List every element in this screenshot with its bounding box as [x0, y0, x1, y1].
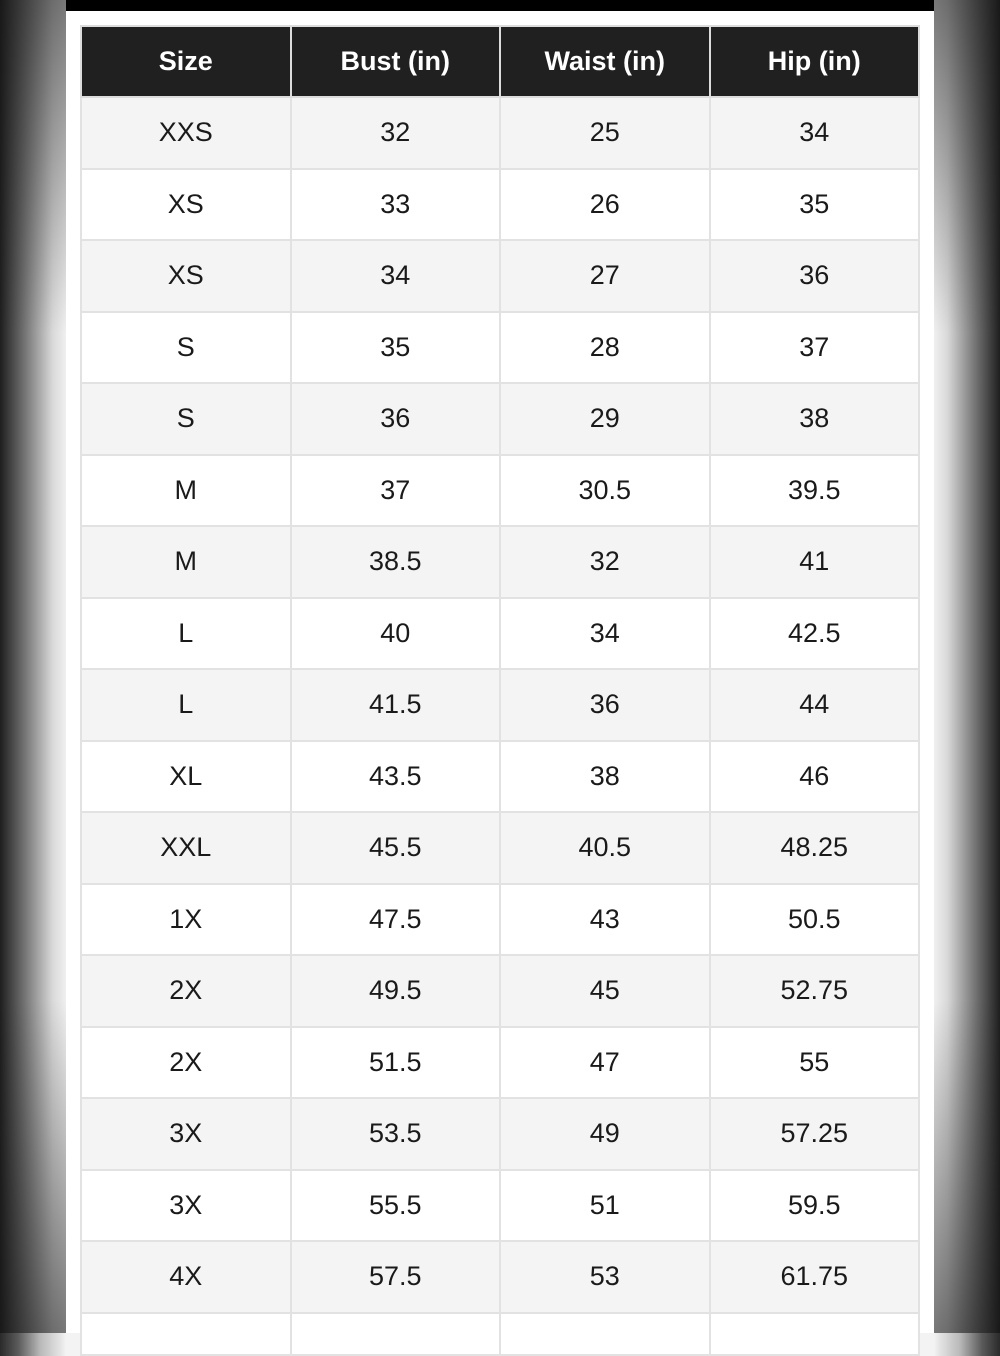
cell-bust: 40: [291, 598, 501, 670]
table-row: [81, 669, 919, 741]
cell-bust: 38.5: [291, 526, 501, 598]
table-row: [81, 955, 919, 1027]
cell-size: L: [81, 598, 291, 670]
cell-bust: 41.5: [291, 669, 501, 741]
header-size: Size: [81, 26, 291, 97]
cell-waist: 28: [500, 312, 710, 384]
cell-bust: 43.5: [291, 741, 501, 813]
cell-waist: 47: [500, 1027, 710, 1099]
cell-waist: 25: [500, 97, 710, 169]
cell-hip: 46: [710, 741, 920, 813]
document-page: [66, 0, 934, 1333]
table-row: [81, 812, 919, 884]
cell-hip: 39.5: [710, 455, 920, 527]
cell-bust: 55.5: [291, 1170, 501, 1242]
table-row: [81, 1241, 919, 1313]
cell-waist: 32: [500, 526, 710, 598]
cell-size: L: [81, 669, 291, 741]
cell-size: 2X: [81, 955, 291, 1027]
cell-size: XS: [81, 169, 291, 241]
table-row: [81, 741, 919, 813]
left-backdrop: [0, 0, 66, 1333]
cell-bust: 36: [291, 383, 501, 455]
cell-hip: 55: [710, 1027, 920, 1099]
cell-size: 3X: [81, 1098, 291, 1170]
cell-size: S: [81, 312, 291, 384]
cell-size: XXS: [81, 97, 291, 169]
table-row: [81, 455, 919, 527]
cell-hip: 57.25: [710, 1098, 920, 1170]
cell-size: 4X: [81, 1241, 291, 1313]
cell-waist: 40.5: [500, 812, 710, 884]
cell-size: S: [81, 383, 291, 455]
cell-hip: 42.5: [710, 598, 920, 670]
cell-hip: 52.75: [710, 955, 920, 1027]
table-row: [81, 1098, 919, 1170]
cell-waist: 34: [500, 598, 710, 670]
header-row: [81, 26, 919, 97]
cell-empty: [710, 1313, 920, 1355]
cell-hip: 59.5: [710, 1170, 920, 1242]
cell-bust: 53.5: [291, 1098, 501, 1170]
cell-hip: 35: [710, 169, 920, 241]
cell-hip: 50.5: [710, 884, 920, 956]
cell-bust: 32: [291, 97, 501, 169]
cell-bust: 33: [291, 169, 501, 241]
cell-hip: 44: [710, 669, 920, 741]
cell-bust: 35: [291, 312, 501, 384]
table-row: [81, 526, 919, 598]
cell-hip: 48.25: [710, 812, 920, 884]
table-row: [81, 598, 919, 670]
cell-waist: 38: [500, 741, 710, 813]
cell-hip: 41: [710, 526, 920, 598]
cell-bust: 47.5: [291, 884, 501, 956]
cell-size: M: [81, 455, 291, 527]
cell-size: 1X: [81, 884, 291, 956]
size-chart: [80, 25, 920, 1356]
table-row: [81, 1027, 919, 1099]
cell-bust: 57.5: [291, 1241, 501, 1313]
cell-waist: 36: [500, 669, 710, 741]
cell-empty: [500, 1313, 710, 1355]
cell-size: 3X: [81, 1170, 291, 1242]
table-row: [81, 383, 919, 455]
cell-waist: 51: [500, 1170, 710, 1242]
cell-hip: 36: [710, 240, 920, 312]
header-hip: Hip (in): [710, 26, 920, 97]
cell-bust: 45.5: [291, 812, 501, 884]
table-body: [81, 97, 919, 1355]
table-row: [81, 169, 919, 241]
header-bust: Bust (in): [291, 26, 501, 97]
size-table: [80, 25, 920, 1356]
table-row: [81, 312, 919, 384]
cell-waist: 45: [500, 955, 710, 1027]
cell-size: XXL: [81, 812, 291, 884]
cell-waist: 27: [500, 240, 710, 312]
table-row: [81, 1170, 919, 1242]
header-waist: Waist (in): [500, 26, 710, 97]
cell-bust: 51.5: [291, 1027, 501, 1099]
table-row-cutoff: [81, 1313, 919, 1355]
cell-hip: 37: [710, 312, 920, 384]
right-backdrop: [934, 0, 1000, 1333]
cell-hip: 38: [710, 383, 920, 455]
cell-waist: 49: [500, 1098, 710, 1170]
table-row: [81, 97, 919, 169]
cell-size: 2X: [81, 1027, 291, 1099]
cell-hip: 34: [710, 97, 920, 169]
cell-waist: 26: [500, 169, 710, 241]
cell-size: M: [81, 526, 291, 598]
cell-waist: 29: [500, 383, 710, 455]
cell-bust: 34: [291, 240, 501, 312]
cell-waist: 30.5: [500, 455, 710, 527]
cell-waist: 53: [500, 1241, 710, 1313]
cell-waist: 43: [500, 884, 710, 956]
cell-empty: [291, 1313, 501, 1355]
table-row: [81, 884, 919, 956]
cell-bust: 49.5: [291, 955, 501, 1027]
cell-empty: [81, 1313, 291, 1355]
cell-bust: 37: [291, 455, 501, 527]
cell-hip: 61.75: [710, 1241, 920, 1313]
cell-size: XS: [81, 240, 291, 312]
top-bar: [66, 0, 934, 11]
cell-size: XL: [81, 741, 291, 813]
table-row: [81, 240, 919, 312]
